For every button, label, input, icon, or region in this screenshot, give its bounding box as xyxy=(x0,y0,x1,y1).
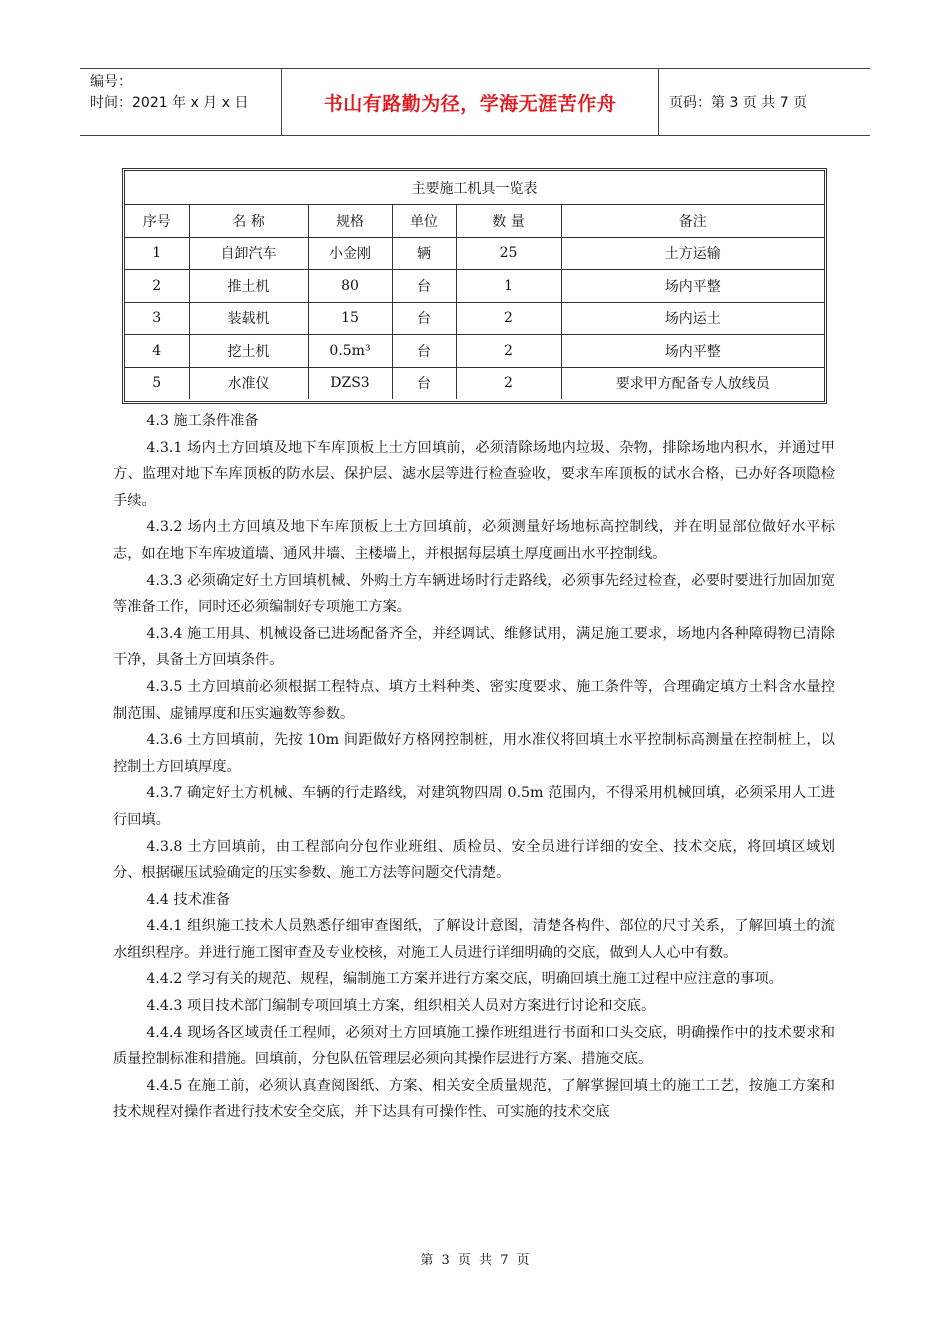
paragraph: 4.4.5 在施工前，必须认真查阅图纸、方案、相关安全质量规范，了解掌握回填土的施工工艺，按施工方案和技术规程对操作者进行技术安全交底，并下达具有可操作性、可实施的技术交底 xyxy=(113,1077,835,1121)
table-cell: 台 xyxy=(392,270,456,303)
equipment-table xyxy=(122,168,827,404)
table-header-cell: 序号 xyxy=(125,205,189,237)
table-cell: 台 xyxy=(392,302,456,335)
paragraph: 4.3.6 土方回填前，先按 10m 间距做好方格网控制桩，用水准仪将回填土水平控制标高测量在控制桩上，以控制土方回填厚度。 xyxy=(113,732,835,775)
table-cell: 1 xyxy=(456,270,561,303)
table-header-cell: 数 量 xyxy=(456,205,561,237)
table-header-row xyxy=(125,205,824,237)
table-cell: 小金刚 xyxy=(308,237,392,270)
header-slogan: 书山有路勤为径，学海无涯苦作舟 xyxy=(282,69,659,135)
table-cell: 4 xyxy=(125,335,189,368)
table-header-cell: 名 称 xyxy=(189,205,308,237)
table-cell: 3 xyxy=(125,302,189,335)
table-row xyxy=(125,237,824,270)
table-cell: 台 xyxy=(392,335,456,368)
table-cell: 装载机 xyxy=(189,302,308,335)
table-cell: 2 xyxy=(456,367,561,399)
paragraph: 4.4.2 学习有关的规范、规程，编制施工方案并进行方案交底，明确回填土施工过程中应注意的事项。 xyxy=(146,971,783,988)
table-cell: 自卸汽车 xyxy=(189,237,308,270)
paragraph: 4.4.3 项目技术部门编制专项回填土方案，组织相关人员对方案进行讨论和交底。 xyxy=(146,998,656,1015)
document-number-label: 编号： xyxy=(90,74,132,90)
table-cell: 80 xyxy=(308,270,392,303)
paragraph: 4.3.5 土方回填前必须根据工程特点、填方土料种类、密实度要求、施工条件等，合理确定填方土料含水量控制范围、虚铺厚度和压实遍数等参数。 xyxy=(113,678,835,722)
table-cell: 场内平整 xyxy=(561,335,824,368)
body-text xyxy=(113,408,835,1126)
table-cell: 15 xyxy=(308,302,392,335)
table-header-cell: 规格 xyxy=(308,205,392,237)
table-cell: 5 xyxy=(125,367,189,399)
page-footer: 第 3 页 共 7 页 xyxy=(420,1253,530,1268)
table-cell: 1 xyxy=(125,237,189,270)
table-cell: 场内平整 xyxy=(561,270,824,303)
table-header-cell: 备注 xyxy=(561,205,824,237)
table-cell: 0.5m³ xyxy=(308,335,392,368)
paragraph: 4.3.1 场内土方回填及地下车库顶板上土方回填前，必须清除场地内垃圾、杂物，排除场地内积水，并通过甲方、监理对地下车库顶板的防水层、保护层、滤水层等进行检查验收，要求车库顶板的试水合格，已办好各项隐检手续。 xyxy=(113,439,835,509)
paragraph: 4.3.2 场内土方回填及地下车库顶板上土方回填前，必须测量好场地标高控制线，并在明显部位做好水平标志，如在地下车库坡道墙、通风井墙、主楼墙上，并根据每层填土厚度画出水平控制线。 xyxy=(113,519,835,562)
table-cell: 土方运输 xyxy=(561,237,824,270)
table-row xyxy=(125,335,824,368)
table-title: 主要施工机具一览表 xyxy=(125,171,824,205)
table-cell: 25 xyxy=(456,237,561,270)
header-meta xyxy=(80,69,282,135)
table-cell: 推土机 xyxy=(189,270,308,303)
paragraph: 4.3.7 确定好土方机械、车辆的行走路线，对建筑物四周 0.5m 范围内，不得采用机械回填，必须采用人工进行回填。 xyxy=(113,785,835,828)
paragraph: 4.4.1 组织施工技术人员熟悉仔细审查图纸，了解设计意图，清楚各构件、部位的尺寸关系，了解回填土的流水组织程序。并进行施工图审查及专业校核，对施工人员进行详细明确的交底，做到人人心中有数。 xyxy=(113,918,835,961)
table-cell: 台 xyxy=(392,367,456,399)
table-cell: 挖土机 xyxy=(189,335,308,368)
table-cell: 辆 xyxy=(392,237,456,270)
table-row xyxy=(125,367,824,399)
table-cell: 2 xyxy=(456,302,561,335)
table-cell: DZS3 xyxy=(308,367,392,399)
table-cell: 水准仪 xyxy=(189,367,308,399)
table-cell: 要求甲方配备专人放线员 xyxy=(561,367,824,399)
table-cell: 2 xyxy=(125,270,189,303)
paragraph: 4.4.4 现场各区域责任工程师，必须对土方回填施工操作班组进行书面和口头交底，明确操作中的技术要求和质量控制标准和措施。回填前，分包队伍管理层必须向其操作层进行方案、措施交底。 xyxy=(113,1024,835,1068)
table-row xyxy=(125,270,824,303)
table-header-cell: 单位 xyxy=(392,205,456,237)
header-page-label: 页码：第 3 页 共 7 页 xyxy=(669,95,808,111)
paragraph: 4.3.8 土方回填前，由工程部向分包作业班组、质检员、安全员进行详细的安全、技术交底，将回填区域划分、根据碾压试验确定的压实参数、施工方法等问题交代清楚。 xyxy=(113,838,835,882)
document-date-label: 时间：2021 年 x 月 x 日 xyxy=(90,95,249,111)
equipment-grid xyxy=(125,205,824,399)
table-cell: 2 xyxy=(456,335,561,368)
paragraph: 4.3.4 施工用具、机械设备已进场配备齐全，并经调试、维修试用，满足施工要求，场地内各种障碍物已清除干净，具备土方回填条件。 xyxy=(113,625,835,669)
table-row xyxy=(125,302,824,335)
table-cell: 场内运土 xyxy=(561,302,824,335)
section-heading: 4.3 施工条件准备 xyxy=(146,413,259,429)
section-heading: 4.4 技术准备 xyxy=(146,891,231,908)
page-header xyxy=(80,68,870,136)
paragraph: 4.3.3 必须确定好土方回填机械、外购土方车辆进场时行走路线，必须事先经过检查，必要时要进行加固加宽等准备工作，同时还必须编制好专项施工方案。 xyxy=(113,572,835,616)
